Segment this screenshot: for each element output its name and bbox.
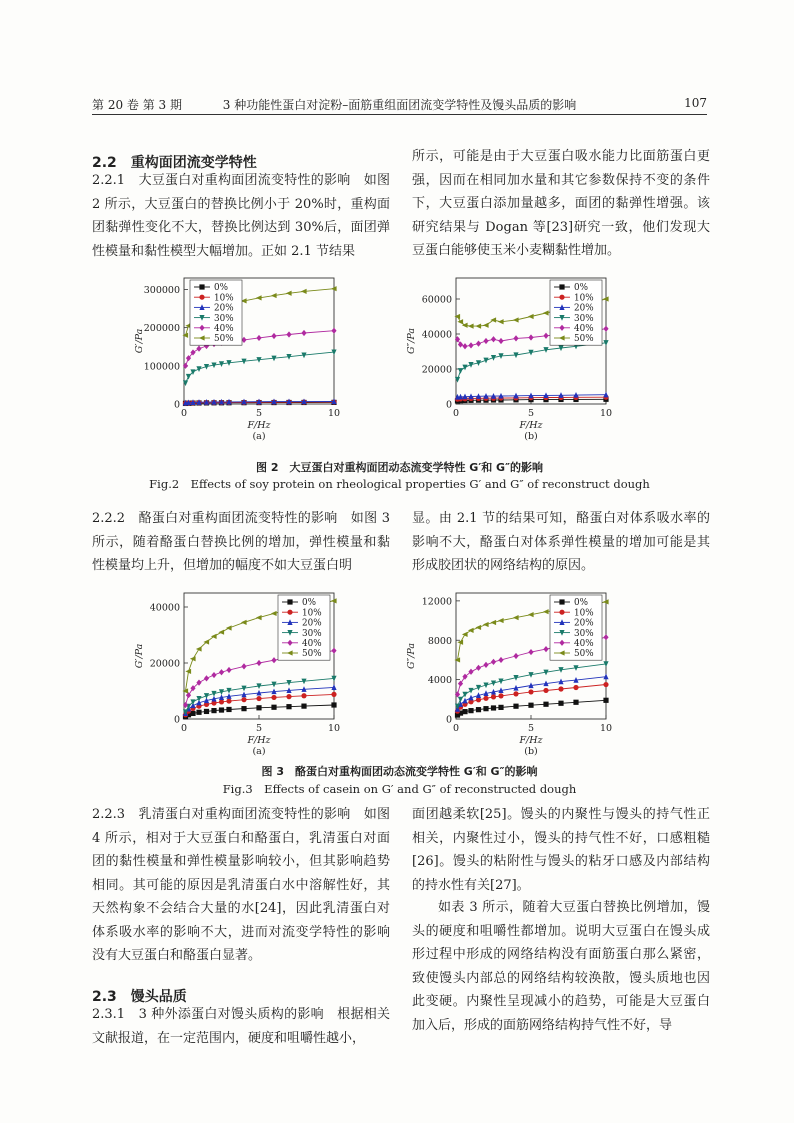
legend-label: 10%: [214, 293, 234, 304]
section-heading-2-2: 2.2 重构面团流变学特性: [92, 155, 257, 171]
legend-marker: [199, 284, 204, 289]
data-point: [219, 699, 224, 704]
data-point: [182, 688, 188, 693]
fig2-caption-cn: 图 2 大豆蛋白对重构面团动态流变学特性 G′和 G″的影响: [255, 461, 543, 474]
legend-marker: [559, 284, 564, 289]
y-tick-label: 0: [445, 399, 452, 411]
x-tick-label: 5: [255, 408, 263, 419]
data-point: [301, 289, 307, 294]
x-tick-label: 10: [327, 723, 341, 734]
y-tick-label: 300000: [143, 284, 180, 296]
legend-label: 0%: [574, 283, 588, 294]
data-point: [483, 696, 488, 701]
data-point: [491, 336, 496, 342]
data-point: [256, 615, 262, 620]
legend-label: 30%: [302, 628, 322, 639]
x-tick-label: 10: [599, 723, 613, 734]
data-point: [219, 707, 224, 712]
data-point: [271, 695, 276, 700]
data-point: [476, 341, 481, 347]
data-point: [513, 317, 519, 322]
x-tick-label: 0: [452, 408, 460, 419]
data-point: [483, 662, 488, 668]
y-tick-label: 0: [173, 714, 180, 726]
data-point: [457, 319, 463, 324]
data-point: [196, 710, 201, 715]
series-30pct: [183, 349, 337, 386]
data-point: [498, 618, 504, 623]
x-tick-label: 5: [527, 723, 535, 734]
data-point: [219, 669, 224, 675]
data-point: [331, 328, 336, 334]
data-point: [483, 338, 488, 344]
data-point: [475, 324, 481, 329]
panel-label: (a): [252, 746, 266, 757]
y-tick-label: 40000: [149, 602, 180, 614]
legend-label: 30%: [574, 313, 594, 324]
y-axis-label: G′/Pa: [134, 643, 145, 669]
legend-marker: [559, 295, 564, 300]
data-point: [256, 696, 261, 701]
legend-label: 10%: [574, 608, 594, 619]
data-point: [603, 698, 608, 703]
data-point: [286, 331, 291, 337]
legend-marker: [559, 610, 564, 615]
legend-label: 30%: [574, 628, 594, 639]
data-point: [241, 697, 246, 702]
legend: [550, 280, 602, 345]
legend-label: 40%: [574, 639, 594, 649]
data-point: [211, 672, 216, 678]
legend-label: 40%: [302, 639, 322, 649]
data-point: [483, 706, 488, 711]
data-point: [241, 663, 246, 669]
data-point: [528, 689, 533, 694]
data-point: [256, 705, 261, 710]
data-point: [528, 703, 533, 708]
data-point: [462, 343, 467, 349]
paragraph-2-2-1-left: 2.2.1 大豆蛋白对重构面团流变特性的影响 如图 2 所示，大豆蛋白的替换比例小于 20%时，重构面团黏弹性变化不大，替换比例达到 30%后，面团弹性模量和黏性模型大幅增加。正如 2.1 节结果: [92, 173, 390, 259]
x-tick-label: 10: [599, 408, 613, 419]
data-point: [543, 646, 548, 652]
data-point: [331, 692, 336, 697]
x-tick-label: 0: [452, 723, 460, 734]
data-point: [476, 707, 481, 712]
chart-fig3a: [130, 585, 375, 757]
y-tick-label: 20000: [421, 364, 452, 376]
data-point: [462, 698, 467, 704]
data-point: [226, 707, 231, 712]
legend-marker: [287, 610, 292, 615]
data-point: [603, 634, 608, 640]
data-point: [513, 691, 518, 696]
data-point: [513, 615, 519, 620]
data-point: [528, 334, 533, 340]
data-point: [603, 326, 608, 332]
data-point: [543, 609, 549, 614]
fig2-caption-en: Fig.2 Effects of soy protein on rheological properties G′ and G″ of reconstruct dough: [149, 477, 650, 491]
data-point: [226, 698, 231, 703]
y-tick-label: 20000: [149, 658, 180, 670]
data-point: [528, 612, 534, 617]
y-tick-label: 8000: [427, 635, 452, 647]
data-point: [498, 319, 504, 324]
data-point: [454, 314, 460, 319]
data-point: [256, 660, 261, 666]
data-point: [468, 688, 473, 694]
legend-label: 20%: [574, 303, 594, 314]
paragraph-2-2-2-left: 2.2.2 酪蛋白对重构面团流变特性的影响 如图 3 所示，随着酪蛋白替换比例的增加，弹性模量和黏性模量均上升，但增加的幅度不如大豆蛋白明: [92, 511, 390, 573]
x-axis-label: F/Hz: [519, 735, 543, 746]
data-point: [331, 702, 336, 707]
legend-marker: [199, 295, 204, 300]
data-point: [458, 697, 463, 703]
y-axis-label: G″/Pa: [406, 643, 417, 669]
legend-label: 20%: [302, 618, 322, 629]
data-point: [256, 335, 261, 341]
legend-label: 0%: [302, 598, 316, 609]
data-point: [331, 648, 336, 654]
data-point: [528, 649, 533, 655]
figure-2a: [130, 270, 375, 442]
data-point: [468, 362, 473, 368]
data-point: [458, 341, 463, 347]
data-point: [483, 622, 489, 627]
legend-label: 10%: [574, 293, 594, 304]
data-point: [454, 657, 460, 662]
legend-label: 50%: [302, 649, 322, 660]
y-tick-label: 100000: [143, 361, 180, 373]
data-point: [513, 653, 518, 659]
data-point: [543, 688, 548, 693]
legend-label: 50%: [214, 334, 234, 345]
data-point: [271, 611, 277, 616]
legend-label: 50%: [574, 334, 594, 345]
paragraph-2-3-1-right-a: 面团越柔软[25]。馒头的内聚性与馒头的持气性正相关，内聚性过小，馒头的持气性不好，口感粗糙[26]。馒头的粘附性与馒头的粘牙口感及内部结构的持水性有关[27]。: [412, 807, 710, 893]
data-point: [498, 705, 503, 710]
journal-issue: 第 20 卷 第 3 期: [92, 98, 182, 112]
figure-2b: [402, 270, 647, 442]
data-point: [462, 632, 468, 637]
running-title: 3 种功能性蛋白对淀粉–面筋重组面团流变学特性及馒头品质的影响: [222, 98, 577, 112]
legend: [278, 595, 330, 660]
paragraph-2-2-2-right: 显。由 2.1 节的结果可知，酪蛋白对体系吸水率的影响不大，酪蛋白对体系弹性模量的增加可能是其形成胶团状的网络结构的原因。: [412, 511, 710, 573]
data-point: [490, 620, 496, 625]
y-tick-label: 60000: [421, 294, 452, 306]
data-point: [241, 620, 247, 625]
data-point: [491, 705, 496, 710]
fig3-caption-en: Fig.3 Effects of casein on G′ and G″ of reconstructed dough: [222, 782, 577, 796]
data-point: [468, 342, 473, 348]
data-point: [543, 333, 548, 339]
data-point: [196, 346, 201, 352]
chart-fig2b: [402, 270, 647, 442]
x-tick-label: 0: [180, 723, 188, 734]
legend-label: 10%: [302, 608, 322, 619]
data-point: [186, 374, 191, 380]
figure-3b: [402, 585, 647, 757]
data-point: [603, 674, 608, 680]
legend: [550, 595, 602, 660]
data-point: [204, 709, 209, 714]
data-point: [543, 310, 549, 315]
panel-label: (a): [252, 431, 266, 442]
data-point: [196, 646, 202, 651]
y-tick-label: 12000: [421, 596, 452, 608]
data-point: [476, 697, 481, 702]
y-tick-label: 4000: [427, 675, 452, 687]
data-point: [196, 366, 201, 372]
data-point: [286, 704, 291, 709]
legend-label: 40%: [574, 324, 594, 334]
legend-label: 20%: [214, 303, 234, 314]
chart-fig3b: [402, 585, 647, 757]
legend-marker: [559, 599, 564, 604]
paragraph-2-3-1-right-b: 如表 3 所示，随着大豆蛋白替换比例增加，馒头的硬度和咀嚼性都增加。说明大豆蛋白在馒头成形过程中形成的网络结构没有面筋蛋白那么紧密，致使馒头内部总的网络结构较涣散，馒头质地也因此变硬。内聚性呈现减小的趋势，可能是大豆蛋白加入后，形成的面筋网络结构持气性不好，导: [412, 900, 710, 1033]
data-point: [196, 696, 201, 702]
fig3-caption-cn: 图 3 酪蛋白对重构面团动态流变学特性 G′和 G″的影响: [261, 765, 538, 778]
data-point: [256, 295, 262, 300]
data-point: [498, 693, 503, 698]
data-point: [211, 708, 216, 713]
y-tick-label: 0: [445, 714, 452, 726]
data-point: [190, 711, 195, 716]
data-point: [226, 667, 231, 673]
x-tick-label: 0: [180, 408, 188, 419]
data-point: [498, 657, 503, 663]
data-point: [558, 686, 563, 691]
legend-marker: [287, 599, 292, 604]
legend-label: 20%: [574, 618, 594, 629]
data-point: [513, 704, 518, 709]
paragraph-2-2-1-right: 所示，可能是由于大豆蛋白吸水能力比面筋蛋白更强，因而在相同加水量和其它参数保持不变的条件下，大豆蛋白添加量越多，面团的黏弹性增强。该研究结果与 Dogan 等[23]研究一致，他们发现大豆蛋白能够使玉米小麦糊黏性增加。: [412, 149, 710, 258]
data-point: [573, 685, 578, 690]
legend-label: 0%: [214, 283, 228, 294]
x-axis-label: F/Hz: [247, 735, 271, 746]
legend-label: 50%: [574, 649, 594, 660]
data-point: [271, 333, 276, 339]
data-point: [528, 314, 534, 319]
data-point: [286, 694, 291, 699]
data-point: [468, 324, 474, 329]
data-point: [475, 625, 481, 630]
panel-label: (b): [524, 746, 538, 757]
legend-label: 30%: [214, 313, 234, 324]
data-point: [271, 705, 276, 710]
x-axis-label: F/Hz: [519, 420, 543, 431]
legend-label: 40%: [214, 324, 234, 334]
data-point: [241, 706, 246, 711]
figure-3a: [130, 585, 375, 757]
paragraph-2-2-3-left: 2.2.3 乳清蛋白对重构面团流变特性的影响 如图 4 所示，相对于大豆蛋白和酪蛋白，乳清蛋白对面团的黏性模量和弹性模量影响较小，但其影响趋势相同。其可能的原因是乳清蛋白水中溶解性好，其天然构象不会结合大量的水[24]，因此乳清蛋白对体系吸水率的影响不大，进而对流变学特性的影响没有大豆蛋白和酪蛋白显著。: [92, 807, 390, 963]
series-30pct: [455, 340, 609, 382]
data-point: [182, 333, 188, 338]
legend-label: 0%: [574, 598, 588, 609]
data-point: [483, 323, 489, 328]
data-point: [226, 625, 232, 630]
data-point: [543, 702, 548, 707]
page-number: 107: [684, 96, 707, 110]
paragraph-2-3-1-left: 2.3.1 3 种外添蛋白对馒头质构的影响 根据相关文献报道，在一定范围内，硬度和咀嚼性越小，: [92, 1007, 390, 1046]
data-point: [476, 665, 481, 671]
running-header: [92, 92, 707, 115]
section-heading-2-3: 2.3 馒头品质: [92, 989, 187, 1005]
data-point: [462, 709, 467, 714]
data-point: [468, 708, 473, 713]
data-point: [462, 365, 467, 371]
data-point: [573, 700, 578, 705]
panel-label: (b): [524, 431, 538, 442]
x-tick-label: 10: [327, 408, 341, 419]
data-point: [513, 335, 518, 341]
data-point: [558, 701, 563, 706]
data-point: [301, 704, 306, 709]
data-point: [468, 669, 473, 675]
y-axis-label: G″/Pa: [406, 328, 417, 354]
data-point: [271, 293, 277, 298]
data-point: [498, 338, 503, 344]
chart-fig2a: [130, 270, 375, 442]
data-point: [204, 675, 209, 681]
x-axis-label: F/Hz: [247, 420, 271, 431]
y-tick-label: 200000: [143, 323, 180, 335]
data-point: [301, 693, 306, 698]
data-point: [301, 330, 306, 336]
x-tick-label: 5: [255, 723, 263, 734]
data-point: [218, 630, 224, 635]
x-tick-label: 5: [527, 408, 535, 419]
data-point: [458, 368, 463, 374]
y-axis-label: G′/Pa: [134, 328, 145, 354]
data-point: [603, 682, 608, 687]
series-line: [186, 352, 335, 383]
data-point: [491, 659, 496, 665]
y-tick-label: 40000: [421, 329, 452, 341]
y-tick-label: 0: [173, 399, 180, 411]
data-point: [491, 694, 496, 699]
data-point: [271, 657, 276, 663]
legend: [190, 280, 242, 345]
data-point: [286, 291, 292, 296]
